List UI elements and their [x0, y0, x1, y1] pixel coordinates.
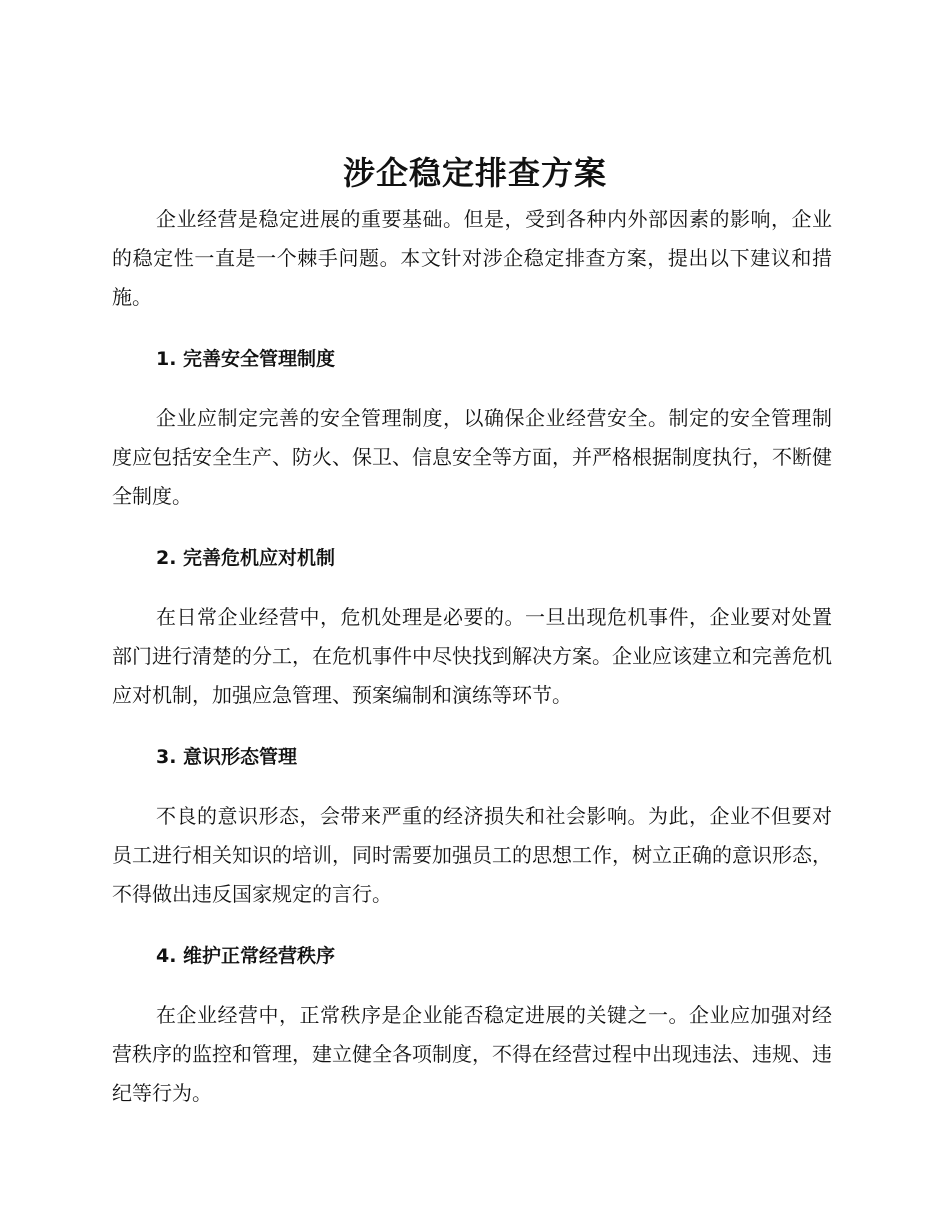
section-heading: 3. 意识形态管理 [156, 746, 298, 768]
section-paragraph: 企业应制定完善的安全管理制度，以确保企业经营安全。制定的安全管理制度应包括安全生产、防火、保卫、信息安全等方面，并严格根据制度执行，不断健全制度。 [112, 406, 832, 508]
section-heading: 2. 完善危机应对机制 [156, 547, 336, 569]
document-title: 涉企稳定排查方案 [342, 154, 607, 192]
intro-paragraph: 企业经营是稳定进展的重要基础。但是，受到各种内外部因素的影响，企业的稳定性一直是一个棘手问题。本文针对涉企稳定排查方案，提出以下建议和措施。 [112, 207, 832, 309]
section-2 [112, 544, 832, 715]
section-paragraph: 在日常企业经营中，危机处理是必要的。一旦出现危机事件，企业要对处置部门进行清楚的分工，在危机事件中尽快找到解决方案。企业应该建立和完善危机应对机制，加强应急管理、预案编制和演练等环节。 [112, 605, 832, 707]
section-paragraph: 不良的意识形态，会带来严重的经济损失和社会影响。为此，企业不但要对员工进行相关知识的培训，同时需要加强员工的思想工作，树立正确的意识形态，不得做出违反国家规定的言行。 [112, 804, 832, 906]
section-4 [112, 942, 832, 1113]
section-heading: 4. 维护正常经营秩序 [156, 945, 336, 967]
section-heading: 1. 完善安全管理制度 [156, 348, 336, 370]
section-1 [112, 345, 832, 516]
section-3 [112, 743, 832, 914]
document-body [112, 200, 832, 1141]
section-paragraph: 在企业经营中，正常秩序是企业能否稳定进展的关键之一。企业应加强对经营秩序的监控和管理，建立健全各项制度，不得在经营过程中出现违法、违规、违纪等行为。 [112, 1003, 832, 1105]
